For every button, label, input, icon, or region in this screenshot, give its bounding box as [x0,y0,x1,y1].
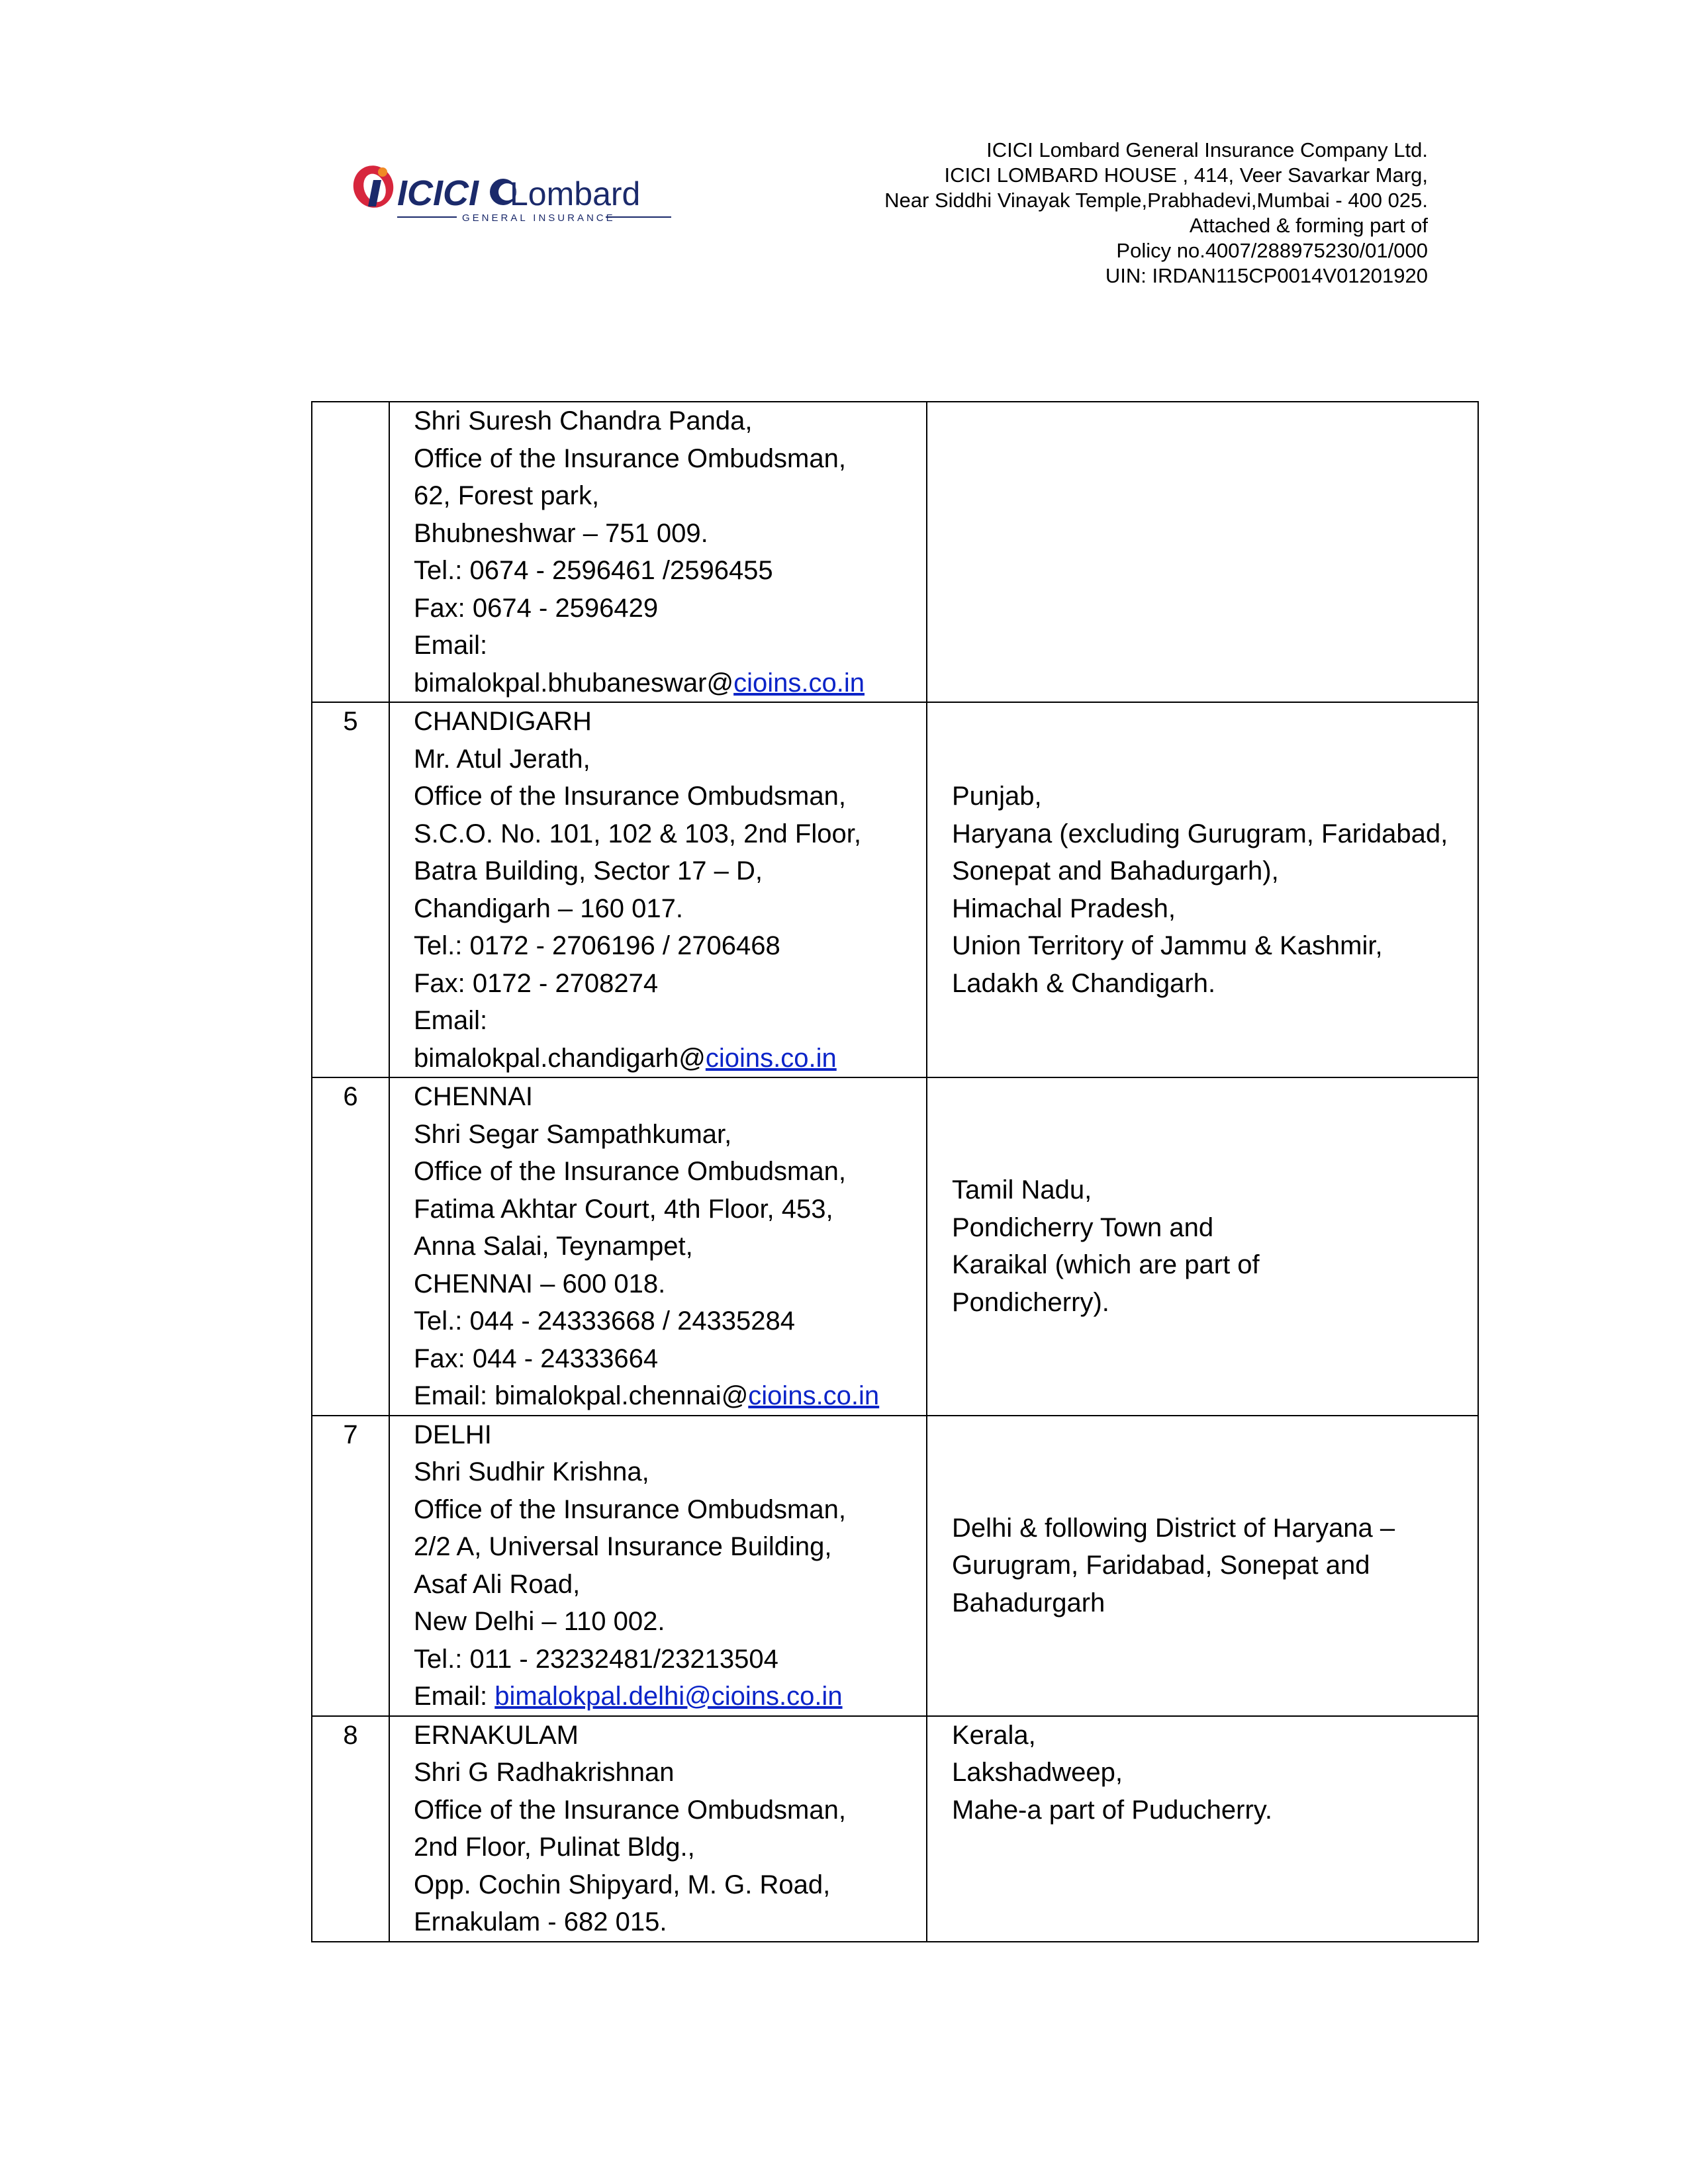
office-address-cell [389,402,927,702]
address-line: CHENNAI [414,1082,534,1111]
email-text: bimalokpal.bhubaneswar@ [414,668,734,698]
address-line: Tel.: 0674 - 2596461 /2596455 [414,556,773,585]
address-line: CHANDIGARH [414,707,592,736]
address-line: Chandigarh – 160 017. [414,893,683,923]
address-line: DELHI [414,1420,492,1449]
jurisdiction-line: Karaikal (which are part of [952,1250,1260,1280]
policy-number: Policy no.4007/288975230/01/000 [1116,239,1428,262]
address-line: Office of the Insurance Ombudsman, [414,443,846,473]
ombudsman-offices-table [311,401,1479,1942]
address-line: Office of the Insurance Ombudsman, [414,1157,846,1186]
attachment-note: Attached & forming part of [1189,214,1428,237]
jurisdiction-line: Bahadurgarh [952,1588,1105,1617]
table-row [312,1077,1478,1416]
jurisdiction-line: Delhi & following District of Haryana – [952,1513,1395,1543]
address-line: Shri G Radhakrishnan [414,1758,675,1787]
serial-number: 8 [312,1716,389,1942]
serial-number [312,402,389,702]
jurisdiction-line: Lakshadweep, [952,1758,1123,1787]
address-line: Batra Building, Sector 17 – D, [414,856,763,886]
email-line [414,664,926,702]
address-line: Tel.: 011 - 23232481/23213504 [414,1644,778,1674]
serial-number: 7 [312,1416,389,1716]
jurisdiction-cell [927,402,1478,702]
address-line: Email: [414,631,488,660]
jurisdiction-cell [927,1716,1478,1942]
jurisdiction-line: Mahe-a part of Puducherry. [952,1795,1272,1825]
jurisdiction-line: Pondicherry Town and [952,1212,1214,1242]
email-link[interactable]: bimalokpal.delhi@cioins.co.in [494,1682,843,1711]
office-address-cell [389,1716,927,1942]
jurisdiction-line: Ladakh & Chandigarh. [952,968,1216,998]
address-line: 62, Forest park, [414,481,600,510]
jurisdiction-line: Himachal Pradesh, [952,893,1176,923]
address-line: Opp. Cochin Shipyard, M. G. Road, [414,1870,831,1899]
address-line: 2nd Floor, Pulinat Bldg., [414,1833,695,1862]
email-link[interactable]: cioins.co.in [733,668,865,698]
address-line: Fax: 044 - 24333664 [414,1343,659,1373]
jurisdiction-line: Haryana (excluding Gurugram, Faridabad, [952,819,1448,848]
office-address-cell [389,1077,927,1416]
address-line: Office of the Insurance Ombudsman, [414,1494,846,1524]
jurisdiction-cell [927,1416,1478,1716]
email-text: Email: bimalokpal.chennai@ [414,1381,749,1410]
table-row [312,1716,1478,1942]
office-address-cell [389,702,927,1077]
email-line [414,1377,926,1415]
jurisdiction-line: Gurugram, Faridabad, Sonepat and [952,1551,1370,1580]
address-line: 2/2 A, Universal Insurance Building, [414,1532,832,1561]
address-line: Office of the Insurance Ombudsman, [414,1795,846,1825]
address-line: Bhubneshwar – 751 009. [414,518,708,548]
address-line: Asaf Ali Road, [414,1569,581,1599]
jurisdiction-line: Kerala, [952,1720,1036,1750]
jurisdiction-line: Pondicherry). [952,1287,1109,1317]
jurisdiction-cell [927,1077,1478,1416]
address-line: Ernakulam - 682 015. [414,1907,667,1936]
address-line: Fatima Akhtar Court, 4th Floor, 453, [414,1194,833,1224]
address-line: Fax: 0674 - 2596429 [414,593,659,623]
table-row [312,1416,1478,1716]
svg-text:GENERAL INSURANCE: GENERAL INSURANCE [462,212,616,224]
icici-lombard-logo [351,156,682,229]
address-line: Office of the Insurance Ombudsman, [414,782,846,811]
company-name: ICICI Lombard General Insurance Company Ltd. [986,138,1428,161]
company-address-line-1: ICICI LOMBARD HOUSE , 414, Veer Savarkar Marg, [944,163,1428,187]
serial-number: 5 [312,702,389,1077]
address-line: Mr. Atul Jerath, [414,744,590,774]
address-line: ERNAKULAM [414,1720,579,1750]
email-link[interactable]: cioins.co.in [748,1381,880,1410]
address-line: Shri Sudhir Krishna, [414,1457,649,1486]
svg-text:Lombard: Lombard [510,175,641,212]
email-line [414,1040,926,1077]
company-address-block [884,138,1428,289]
address-line: Shri Segar Sampathkumar, [414,1119,732,1149]
table-row [312,402,1478,702]
email-line [414,1678,926,1715]
address-line: Shri Suresh Chandra Panda, [414,406,753,435]
jurisdiction-line: Union Territory of Jammu & Kashmir, [952,931,1383,960]
email-text: bimalokpal.chandigarh@ [414,1043,706,1073]
svg-text:ICICI: ICICI [397,173,479,213]
serial-number: 6 [312,1077,389,1416]
address-line: New Delhi – 110 002. [414,1607,665,1636]
company-address-line-2: Near Siddhi Vinayak Temple,Prabhadevi,Mumbai - 400 025. [884,189,1428,212]
address-line: CHENNAI – 600 018. [414,1269,666,1298]
address-line: Tel.: 0172 - 2706196 / 2706468 [414,931,780,960]
jurisdiction-line: Tamil Nadu, [952,1175,1092,1205]
address-line: Email: [414,1006,488,1035]
email-link[interactable]: cioins.co.in [705,1043,837,1073]
address-line: Tel.: 044 - 24333668 / 24335284 [414,1306,796,1336]
email-text: Email: [414,1682,495,1711]
jurisdiction-line: Punjab, [952,782,1042,811]
address-line: S.C.O. No. 101, 102 & 103, 2nd Floor, [414,819,861,848]
jurisdiction-line: Sonepat and Bahadurgarh), [952,856,1279,886]
uin: UIN: IRDAN115CP0014V01201920 [1105,264,1428,287]
address-line: Fax: 0172 - 2708274 [414,968,659,998]
office-address-cell [389,1416,927,1716]
jurisdiction-cell [927,702,1478,1077]
table-row [312,702,1478,1077]
address-line: Anna Salai, Teynampet, [414,1232,693,1261]
